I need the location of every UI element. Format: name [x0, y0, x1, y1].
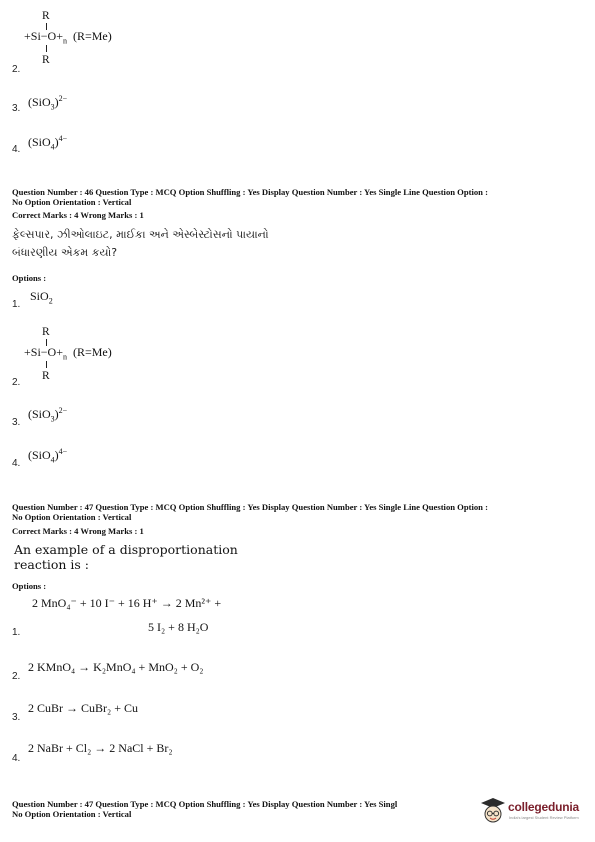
q47-meta-line2: No Option Orientation : Vertical	[12, 511, 132, 522]
polymer-r-bottom: R	[42, 370, 50, 382]
option-number: 1.	[12, 627, 21, 638]
option-equation: 2 KMnO₄ → K₂MnO₄ + MnO₂ + O₂	[28, 660, 204, 674]
q46-meta-line1: Question Number : 46 Question Type : MCQ Option Shuffling : Yes Display Question Number : Yes Single Line Question Option :	[12, 187, 488, 197]
option-equation: 2 CuBr → CuBr₂ + Cu	[28, 701, 138, 715]
q47-question-text: An example of a disproportionation reaction is :	[14, 542, 238, 572]
q47-options-label: Options :	[12, 581, 47, 591]
option-equation: 2 NaBr + Cl₂ → 2 NaCl + Br₂	[28, 741, 173, 755]
collegedunia-watermark	[480, 795, 590, 827]
q46-question-text: ફેલ્સપાર, ઝીઓલાઇટ, માઈકા અને એસ્બેસ્ટોસનો પાયાનો બંધારણીય એકમ કયો?	[12, 228, 269, 259]
polymer-bond-line	[46, 45, 47, 52]
option-number: 4.	[12, 753, 21, 764]
option-formula: $(SiO_3)^{2-}$	[28, 406, 68, 424]
option-formula: SiO$_2$	[30, 289, 53, 306]
brand-name: collegedunia	[508, 800, 579, 814]
q47-meta-line1: Question Number : 47 Question Type : MCQ Option Shuffling : Yes Display Question Number : Yes Single Line Question Option :	[12, 502, 488, 512]
q46-option-2-polymer	[24, 326, 164, 388]
polymer-r-bottom: R	[42, 54, 50, 66]
option-formula: $(SiO_4)^{4-}$	[28, 134, 68, 152]
polymer-chain: $+Si-O+_n$ (R=Me)	[24, 29, 112, 46]
polymer-r-top: R	[42, 10, 50, 22]
polymer-chain: $+Si-O+_n$ (R=Me)	[24, 345, 112, 362]
q46-options-label: Options :	[12, 273, 47, 283]
option-number: 4.	[12, 458, 21, 469]
q46-meta-line2: No Option Orientation : Vertical	[12, 196, 132, 207]
q46-marks: Correct Marks : 4 Wrong Marks : 1	[12, 210, 144, 220]
polymer-r-top: R	[42, 326, 50, 338]
q47b-meta	[12, 800, 397, 819]
q47b-meta-line2: No Option Orientation : Vertical	[12, 808, 132, 819]
option-equation-line1: 2 MnO₄⁻ + 10 I⁻ + 16 H⁺ → 2 Mn²⁺ +	[32, 596, 222, 610]
polymer-bond-line	[46, 361, 47, 368]
option-formula: $(SiO_4)^{4-}$	[28, 447, 68, 465]
graduate-mascot-icon	[480, 797, 506, 825]
brand-tagline: India's largest Student Review Platform	[509, 815, 579, 820]
option-number: 4.	[12, 144, 21, 155]
q46-meta	[12, 188, 488, 207]
q47b-meta-line1: Question Number : 47 Question Type : MCQ Option Shuffling : Yes Display Question Number : Yes Singl	[12, 799, 398, 809]
top-option-2-polymer	[24, 10, 164, 72]
option-number: 3.	[12, 417, 21, 428]
q47-meta	[12, 503, 488, 522]
option-number: 2.	[12, 671, 21, 682]
option-number: 2.	[12, 64, 21, 75]
option-number: 1.	[12, 299, 21, 310]
option-equation-line2: 5 I₂ + 8 H₂O	[148, 620, 209, 634]
option-number: 3.	[12, 712, 21, 723]
q47-marks: Correct Marks : 4 Wrong Marks : 1	[12, 526, 144, 536]
option-number: 3.	[12, 103, 21, 114]
option-formula: $(SiO_3)^{2-}$	[28, 94, 68, 112]
option-number: 2.	[12, 377, 21, 388]
